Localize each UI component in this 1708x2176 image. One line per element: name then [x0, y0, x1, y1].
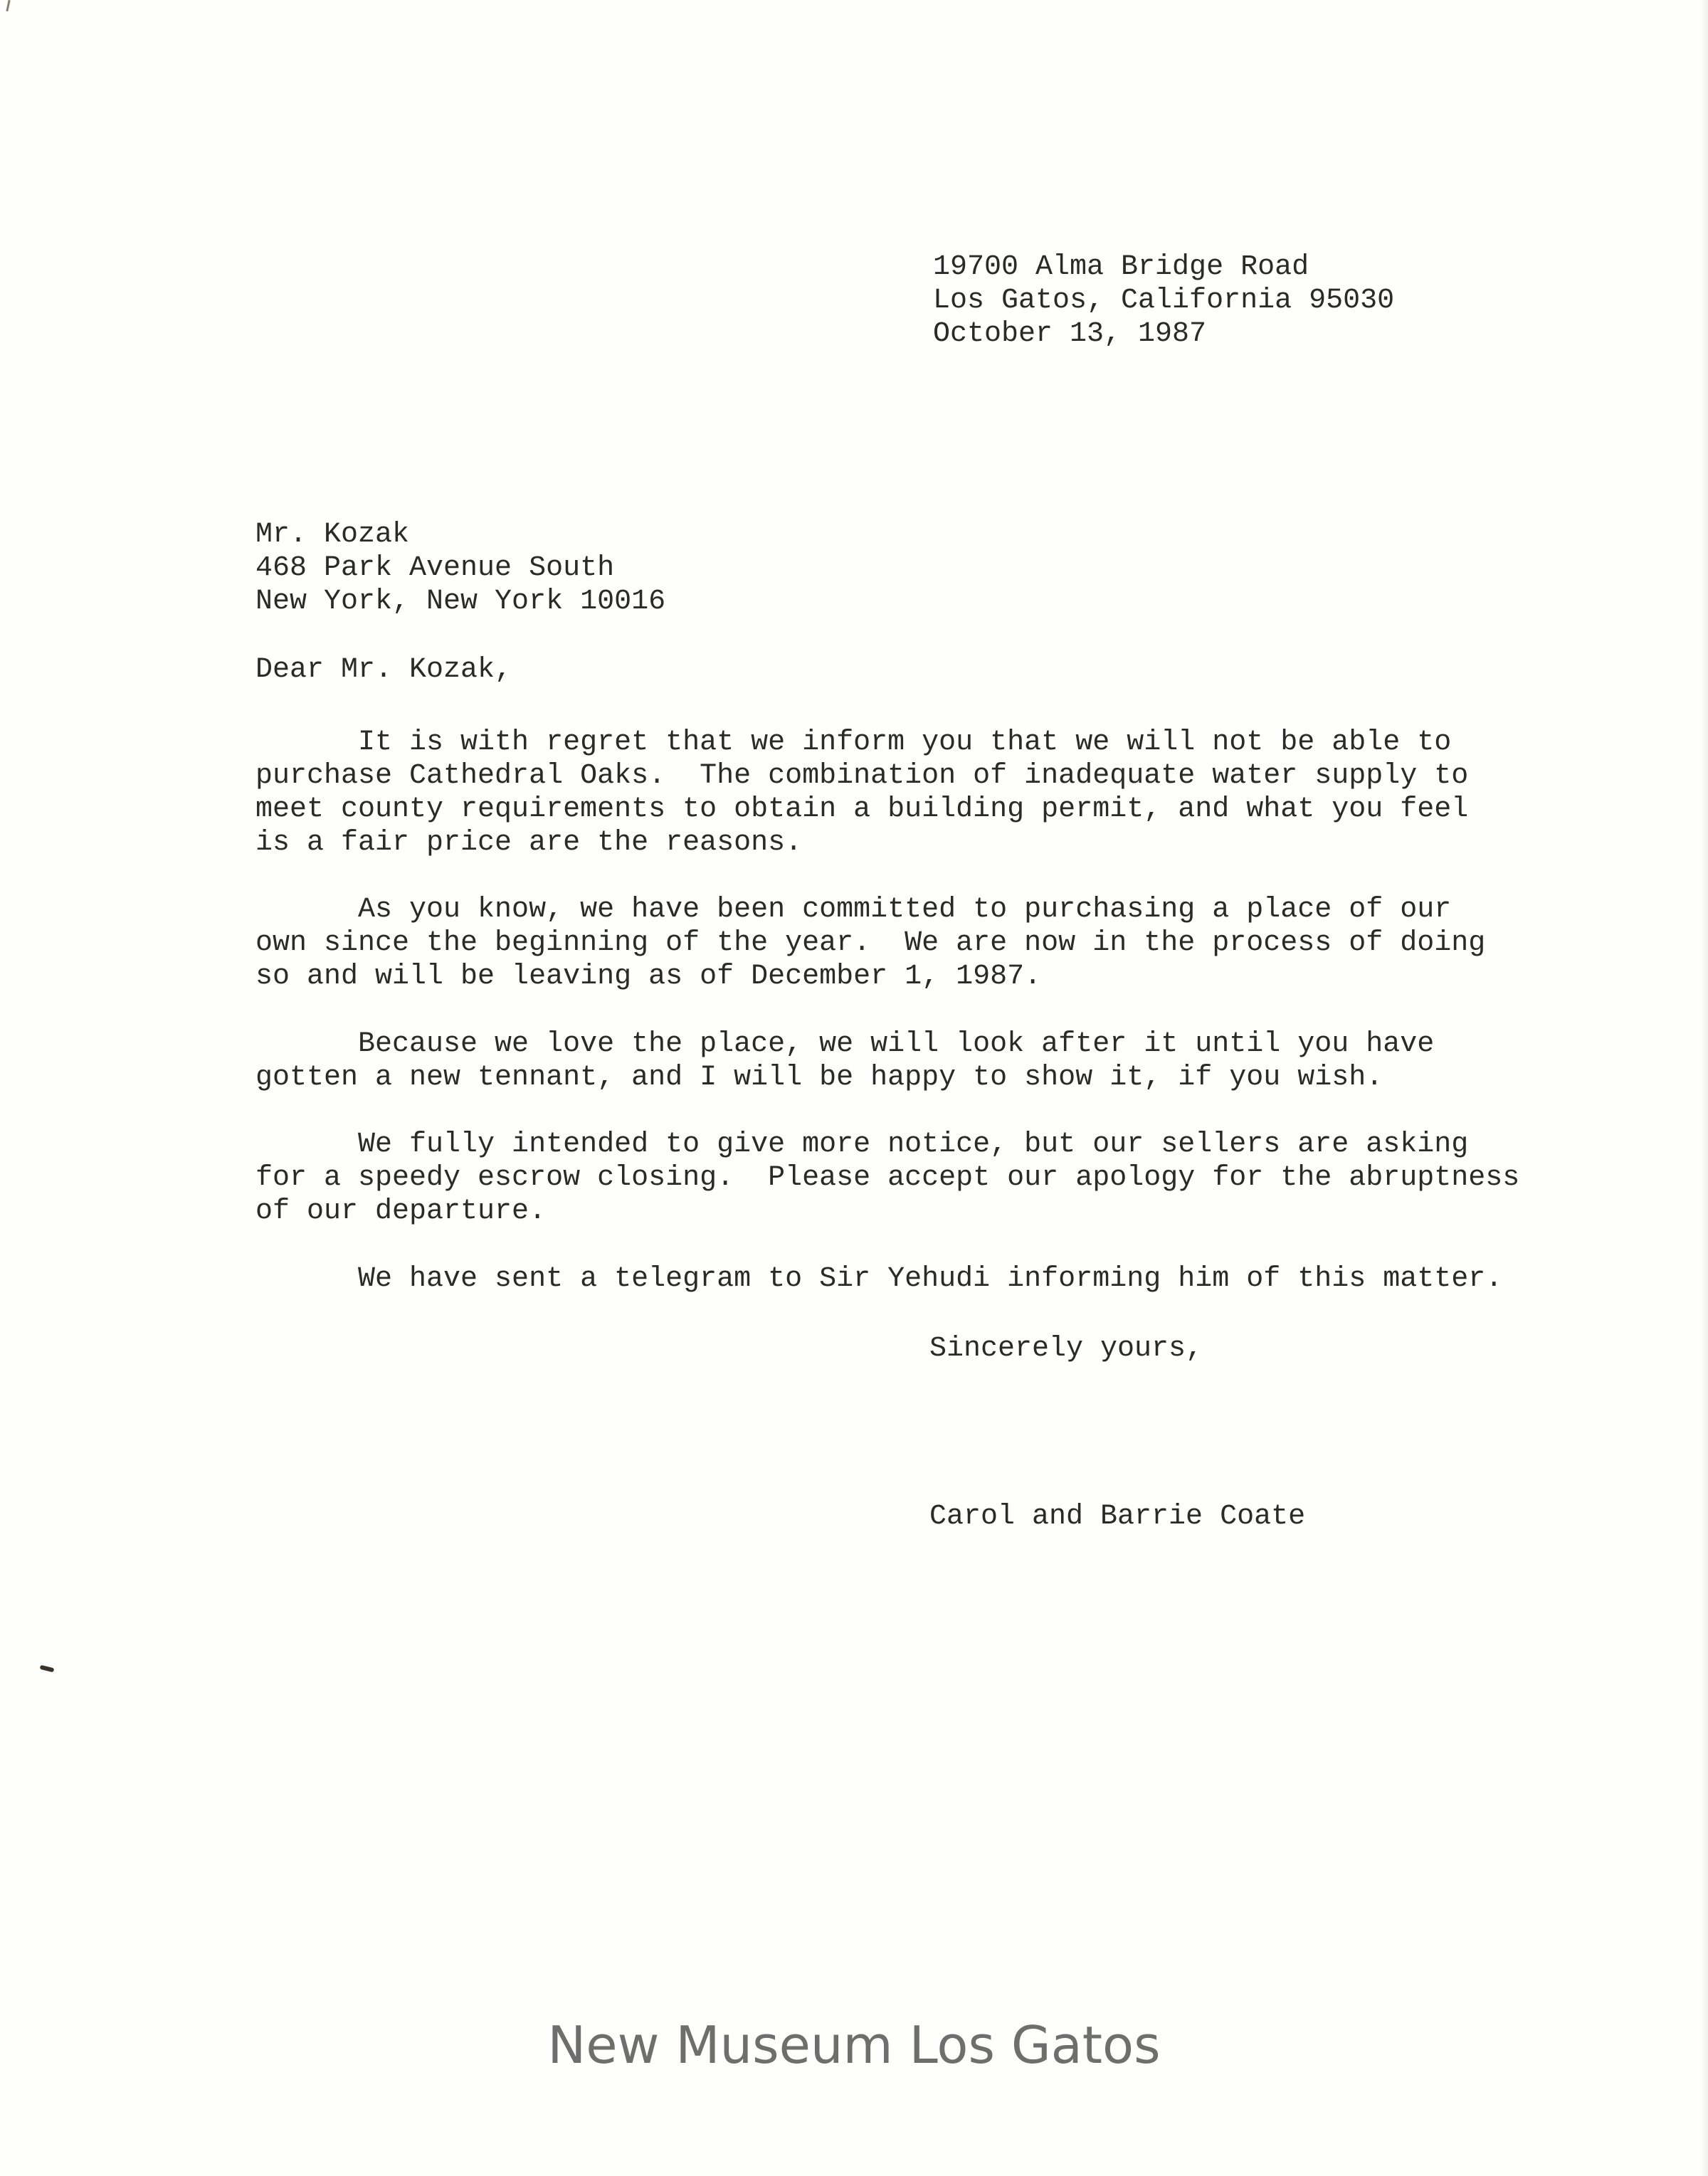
watermark: New Museum Los Gatos: [547, 2015, 1161, 2075]
paragraph-line: meet county requirements to obtain a building permit, and what you feel: [255, 793, 1469, 825]
paragraph-line: so and will be leaving as of December 1, 1987.: [255, 961, 1042, 993]
salutation: Dear Mr. Kozak,: [255, 654, 512, 686]
recipient-name: Mr. Kozak: [255, 519, 410, 551]
return-city: Los Gatos, California 95030: [933, 285, 1395, 317]
paragraph-line: own since the beginning of the year. We are now in the process of doing: [255, 927, 1486, 959]
paragraph-line: of our departure.: [255, 1195, 547, 1227]
recipient-street: 468 Park Avenue South: [255, 552, 615, 584]
page-edge-shadow: [1701, 0, 1708, 2176]
body-paragraph: [255, 1262, 1551, 1296]
body-paragraph: [255, 726, 1551, 860]
letter-date: October 13, 1987: [933, 318, 1207, 350]
paragraph-line: We fully intended to give more notice, but our sellers are asking: [255, 1129, 1469, 1161]
paragraph-line: gotten a new tennant, and I will be happy to show it, if you wish.: [255, 1062, 1383, 1094]
paragraph-line: purchase Cathedral Oaks. The combination of inadequate water supply to: [255, 760, 1469, 792]
paragraph-line: for a speedy escrow closing. Please accept our apology for the abruptness: [255, 1162, 1520, 1194]
return-street: 19700 Alma Bridge Road: [933, 251, 1309, 283]
paragraph-line: We have sent a telegram to Sir Yehudi informing him of this matter.: [255, 1263, 1503, 1295]
paragraph-line: Because we love the place, we will look after it until you have: [255, 1028, 1435, 1060]
recipient-address: [255, 518, 665, 618]
return-address: [933, 250, 1394, 351]
paragraph-line: It is with regret that we inform you that we will not be able to: [255, 727, 1452, 759]
paragraph-line: As you know, we have been committed to purchasing a place of our: [255, 894, 1452, 926]
closing: Sincerely yours,: [929, 1333, 1203, 1365]
recipient-city: New York, New York 10016: [255, 586, 666, 618]
signature-names: Carol and Barrie Coate: [929, 1501, 1306, 1533]
paper-speck: [6, 0, 10, 11]
body-paragraph: [255, 1028, 1551, 1094]
paragraph-line: is a fair price are the reasons.: [255, 827, 803, 859]
body-paragraph: [255, 893, 1551, 993]
body-paragraph: [255, 1128, 1551, 1228]
paper-speck: [40, 1665, 55, 1673]
